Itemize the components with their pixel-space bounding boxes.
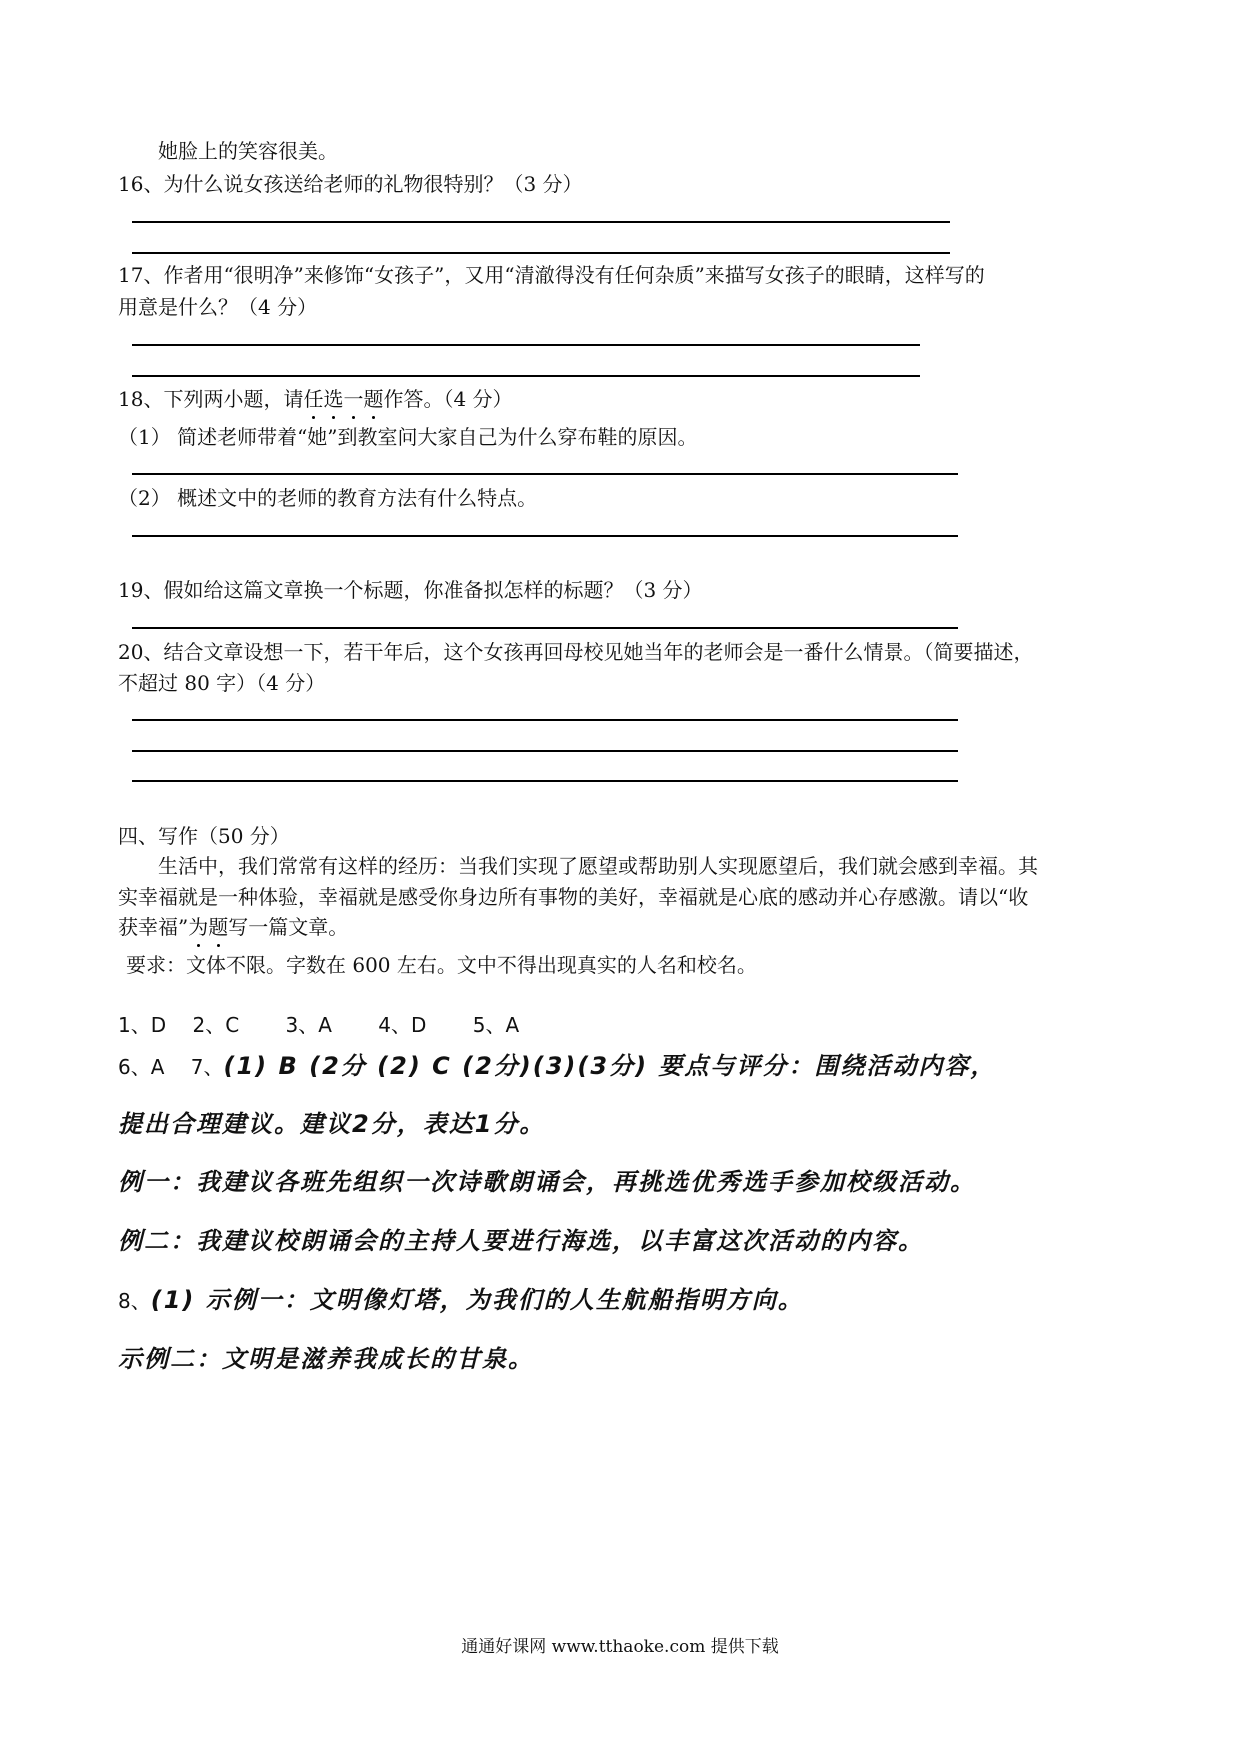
question-18 <box>118 385 513 413</box>
ans7-handwritten: (1) B (2分 (2) C (2分)(3)(3分) 要点与评分：围绕活动内容， <box>223 1052 997 1080</box>
question-20: 20、结合文章设想一下，若干年后，这个女孩再回母校见她当年的老师会是一番什么情景。（简要描述， <box>118 640 1034 664</box>
answer-line <box>132 780 958 782</box>
q18-pre: 18、下列两小题，请 <box>118 387 304 411</box>
question-17-cont: 用意是什么？（4 分） <box>118 295 318 319</box>
answer-line <box>132 719 958 721</box>
answer-line <box>132 535 958 537</box>
answer-line <box>132 473 958 475</box>
answer-line <box>132 627 958 629</box>
answer-line <box>132 750 958 752</box>
writing-prompt: 生活中，我们常常有这样的经历：当我们实现了愿望或帮助别人实现愿望后，我们就会感到幸福。其 <box>158 854 1038 878</box>
question-18-2: （2） 概述文中的老师的教育方法有什么特点。 <box>118 486 538 510</box>
writing-prompt: 实幸福就是一种体验，幸福就是感受你身边所有事物的美好，幸福就是心底的感动并心存感激。请以“收 <box>118 885 1029 909</box>
question-17: 17、作者用“很明净”来修饰“女孩子”，又用“清澈得没有任何杂质”来描写女孩子的眼睛，这样写的 <box>118 263 985 287</box>
emph-char: 任 <box>303 387 324 411</box>
ans8-handwritten: (1) 示例一：文明像灯塔，为我们的人生航船指明方向。 <box>150 1286 804 1314</box>
ans8-number: 8、 <box>118 1289 151 1313</box>
question-16: 16、为什么说女孩送给老师的礼物很特别？（3 分） <box>118 172 583 196</box>
question-18-1: （1） 简述老师带着“她”到教室问大家自己为什么穿布鞋的原因。 <box>118 425 698 449</box>
answer-key-row <box>118 1052 996 1081</box>
section-writing-title: 四、写作（50 分） <box>118 824 290 848</box>
answer-key-row: 1、D 2、C 3、A 4、D 5、A <box>118 1013 520 1037</box>
text-line: 她脸上的笑容很美。 <box>158 139 338 163</box>
question-20-cont: 不超过 80 字）（4 分） <box>118 671 326 695</box>
answer-line <box>132 221 950 223</box>
answer-line <box>132 344 920 346</box>
emph-char: 一 <box>343 387 364 411</box>
emph-char: 选 <box>323 387 344 411</box>
emph-char: 题 <box>208 915 229 939</box>
emph-char: 题 <box>363 387 384 411</box>
answer-line <box>132 375 920 377</box>
example-8-2: 示例二：文明是滋养我成长的甘泉。 <box>118 1345 534 1373</box>
writing-requirement: 要求：文体不限。字数在 600 左右。文中不得出现真实的人名和校名。 <box>126 953 757 977</box>
writing-prompt <box>118 913 348 941</box>
answer-line <box>132 252 950 254</box>
emph-char: 为 <box>188 915 209 939</box>
w3-post: 写一篇文章。 <box>228 915 349 939</box>
example-2: 例二：我建议校朗诵会的主持人要进行海选，以丰富这次活动的内容。 <box>118 1227 924 1255</box>
page-footer: 通通好课网 www.tthaoke.com 提供下载 <box>461 1637 779 1657</box>
answer-8-row <box>118 1286 804 1315</box>
ans6: 6、A 7、 <box>118 1055 224 1079</box>
example-1: 例一：我建议各班先组织一次诗歌朗诵会，再挑选优秀选手参加校级活动。 <box>118 1168 976 1196</box>
q18-post: 作答。（4 分） <box>383 387 513 411</box>
w3-pre: 获幸福” <box>118 915 189 939</box>
ans7-handwritten-cont: 提出合理建议。建议2分，表达1分。 <box>118 1110 546 1138</box>
question-19: 19、假如给这篇文章换一个标题，你准备拟怎样的标题？（3 分） <box>118 578 703 602</box>
